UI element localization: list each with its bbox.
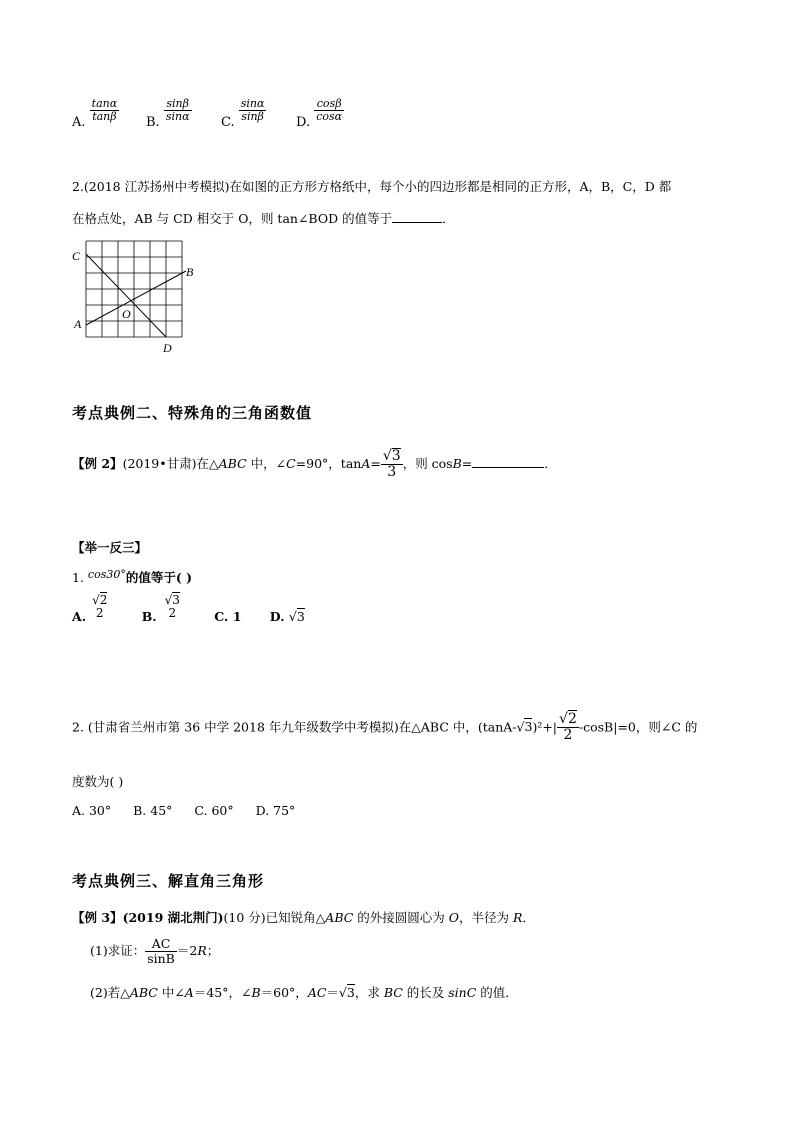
practice-2-line-2: 度数为( ) — [72, 774, 124, 789]
option-b-numerator: sinβ — [164, 98, 192, 111]
example-3-part-2-sqrt-value: 3 — [346, 985, 355, 1000]
practice-2-text-3: -cosB|=0，则∠C 的 — [578, 719, 698, 735]
practice-2-options — [72, 803, 295, 818]
example-3-part-2-g: 的长及 — [402, 985, 449, 1000]
practice-1-option-d-value: √3 — [288, 608, 305, 624]
practice-1-option-b-sqrt: 3 — [172, 593, 180, 607]
practice-1-expression: cos30° — [87, 568, 126, 581]
example-2-a: A — [361, 455, 371, 471]
practice-1-option-b — [141, 593, 182, 624]
example-3-part-2-a: (2)若△ — [90, 985, 130, 1000]
example-3-part-1-num: AC — [145, 937, 177, 952]
example-2-eq: = — [370, 455, 381, 471]
answer-blank — [392, 222, 442, 223]
label-o: O — [122, 307, 131, 321]
section-2-heading: 考点典例二、特殊角的三角函数值 — [72, 404, 313, 422]
practice-2-frac-num: √2 — [559, 711, 577, 727]
example-2-sqrt-value: 3 — [391, 448, 401, 464]
practice-2-frac-sqrt: 2 — [567, 711, 577, 727]
option-c-denominator: sinβ — [241, 110, 264, 124]
option-b-denominator: sinα — [165, 110, 190, 124]
example-3-part-2-f: ，求 — [354, 985, 384, 1000]
example-3-part-2-c: ＝45°，∠ — [193, 985, 252, 1000]
example-3-part-1-fraction — [145, 937, 177, 966]
practice-1-option-a-den: 2 — [95, 606, 104, 621]
practice-2-option-a: A. 30° — [72, 803, 112, 818]
practice-2-option-c: C. 60° — [194, 803, 234, 818]
example-3-part-2-sqrt: √3 — [338, 985, 355, 1000]
example-3-end: ． — [522, 910, 535, 925]
option-b — [146, 97, 192, 131]
practice-2-sqrt-value: 3 — [524, 719, 533, 735]
option-d-numerator: cosβ — [314, 98, 344, 111]
practice-1-options — [72, 593, 305, 624]
example-3-part-2 — [90, 983, 518, 1001]
practice-1-option-d — [270, 609, 305, 624]
option-c-fraction — [239, 98, 267, 123]
practice-2-option-d: D. 75° — [255, 803, 296, 818]
example-3-part-2-sinc: sinC — [448, 985, 477, 1000]
practice-heading: 【举一反三】 — [72, 540, 148, 555]
example-3-part-2-b: 中∠ — [157, 985, 185, 1000]
label-d: D — [163, 341, 172, 355]
example-3-o: O — [448, 910, 460, 925]
option-a-denominator: tanβ — [92, 110, 117, 124]
option-a — [72, 97, 119, 131]
example-2-text-1: (2019•甘肃)在△ — [122, 455, 219, 471]
practice-1-option-b-num: √3 — [164, 593, 180, 607]
example-3-part-2-h: 的值． — [476, 985, 518, 1000]
example-3-text-2: 的外接圆圆心为 — [353, 910, 449, 925]
option-b-label: B. — [146, 115, 160, 131]
example-2-b: B — [452, 455, 462, 471]
practice-2-sqrt: √3 — [516, 719, 533, 735]
label-c: C — [72, 249, 81, 263]
practice-1-option-a-num: √2 — [92, 593, 108, 607]
example-2-fraction — [381, 448, 403, 481]
segment-cd — [86, 254, 166, 337]
practice-1-suffix: 的值等于( ) — [125, 570, 193, 585]
option-a-fraction — [90, 98, 120, 123]
option-a-label: A. — [72, 115, 86, 131]
example-3-abc: ABC — [325, 910, 354, 925]
example-3 — [72, 908, 535, 926]
example-3-r: R — [513, 910, 523, 925]
practice-1-option-b-fraction — [163, 594, 182, 620]
example-2-answer-blank — [472, 467, 544, 468]
example-3-part-1 — [90, 937, 219, 966]
example-3-part-2-abc: ABC — [129, 985, 158, 1000]
option-d-fraction — [314, 98, 344, 123]
question-2-line-1: 2.(2018 江苏扬州中考模拟)在如图的正方形方格纸中，每个小的四边形都是相同的正方形，A，B，C，D 都 — [72, 179, 672, 194]
example-2-abc: ABC — [218, 455, 247, 471]
practice-1-option-b-label: B. — [141, 608, 157, 624]
practice-2-frac-den: 2 — [563, 727, 573, 744]
example-3-text-3: ，半径为 — [459, 910, 513, 925]
example-2 — [72, 448, 557, 481]
option-c-numerator: sinα — [240, 97, 265, 110]
practice-2-option-b: B. 45° — [133, 803, 173, 818]
practice-1-option-d-label: D. — [269, 608, 285, 624]
example-2-end: ． — [544, 455, 557, 471]
practice-2-line-1 — [72, 712, 697, 744]
example-3-part-2-angle-a: A — [184, 985, 194, 1000]
example-3-part-1-r: R — [197, 942, 207, 958]
grid-lines — [86, 241, 182, 337]
practice-2-text-1: 2. (甘肃省兰州市第 36 中学 2018 年九年级数学中考模拟)在△ABC 中，(tanA- — [72, 719, 517, 735]
practice-1-option-a-label: A. — [72, 608, 87, 624]
example-3-part-2-bc: BC — [383, 985, 403, 1000]
example-3-part-1-prefix: (1)求证： — [90, 942, 146, 958]
example-3-part-2-d: ＝60°， — [260, 985, 308, 1000]
practice-1-option-b-den: 2 — [168, 606, 177, 621]
practice-1-question — [72, 568, 192, 586]
section-3-heading: 考点典例三、解直角三角形 — [72, 872, 265, 890]
example-3-part-2-ac: AC — [307, 985, 327, 1000]
practice-1-option-d-sqrt: 3 — [296, 608, 305, 624]
question-2-text: 在格点处，AB 与 CD 相交于 O，则 tan∠BOD 的值等于 — [72, 211, 393, 226]
example-3-part-1-eq: ＝2 — [176, 942, 198, 958]
label-b: B — [186, 265, 194, 279]
practice-2-text-2: )²+| — [532, 719, 558, 735]
option-a-numerator: tanα — [91, 97, 118, 110]
practice-1-option-a-sqrt: 2 — [99, 593, 108, 607]
grid-figure — [68, 236, 198, 358]
example-2-c: C — [286, 455, 296, 471]
option-c-label: C. — [221, 115, 235, 131]
example-3-prefix: 【例 3】 — [72, 910, 123, 925]
example-3-part-1-end: ； — [206, 942, 220, 958]
label-a: A — [74, 317, 82, 331]
example-2-frac-den: 3 — [387, 464, 397, 481]
option-c — [221, 97, 266, 131]
example-2-text-3: =90°，tan — [295, 455, 362, 471]
example-3-source: (2019 湖北荆门) — [122, 910, 224, 925]
option-d — [296, 97, 344, 131]
example-3-part-2-e: ＝ — [326, 985, 339, 1000]
example-2-text-5: = — [461, 455, 473, 471]
example-2-text-2: 中，∠ — [246, 455, 287, 471]
practice-1-number: 1. — [72, 570, 84, 585]
example-2-text-4: ，则 cos — [402, 455, 453, 471]
example-3-text-1: (10 分)已知锐角△ — [223, 910, 326, 925]
practice-2-fraction — [557, 712, 579, 744]
option-d-label: D. — [296, 115, 311, 131]
option-d-denominator: cosα — [316, 110, 343, 124]
question-2-line-2 — [72, 209, 455, 227]
example-3-part-1-den: sinB — [147, 950, 175, 966]
question-2-end: ． — [442, 211, 455, 226]
practice-1-option-c: C. 1 — [214, 608, 242, 624]
option-b-fraction — [164, 98, 192, 123]
example-2-prefix: 【例 2】 — [72, 455, 123, 471]
segment-ab — [86, 271, 186, 325]
practice-1-option-a-fraction — [90, 594, 109, 620]
example-3-part-2-angle-b: B — [251, 985, 261, 1000]
example-2-frac-num: √3 — [382, 448, 401, 464]
practice-1-option-a — [72, 593, 109, 624]
